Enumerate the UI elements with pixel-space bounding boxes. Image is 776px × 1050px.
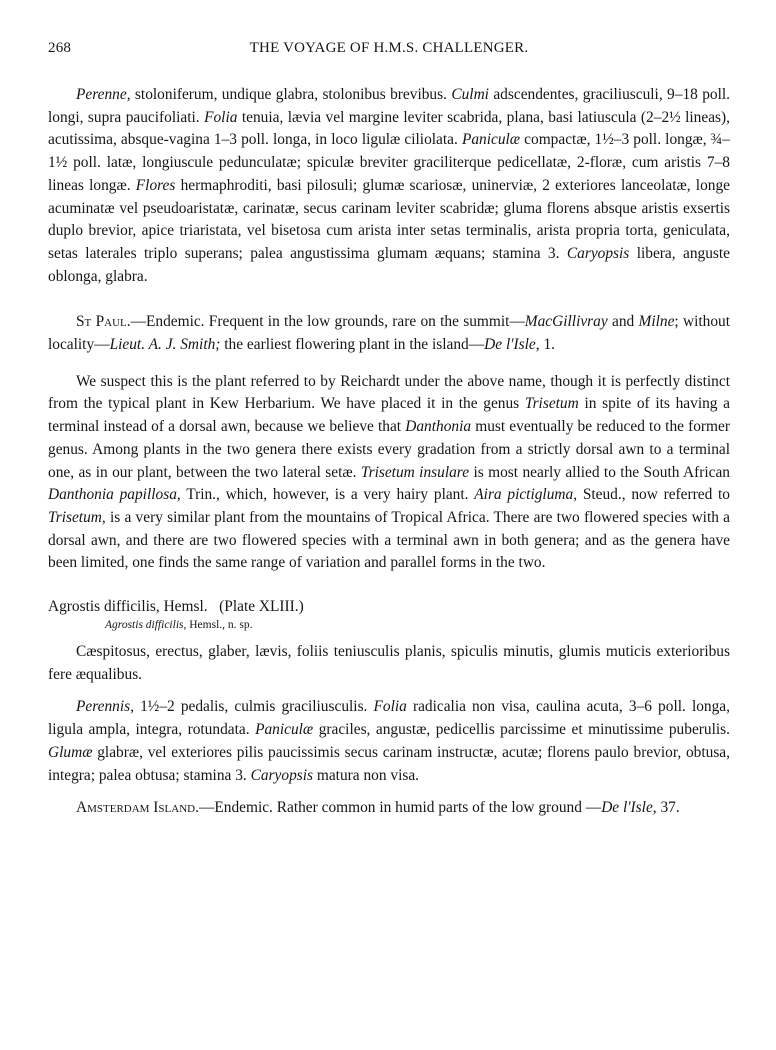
description-text: glabræ, vel exteriores pilis paucissimis secus carinam instructæ, acutæ; florens paulo brevior, obtusa, integra; palea obtusa; stamina 3. [48, 743, 730, 784]
description-paragraph-2 [48, 696, 730, 787]
description-text: radicalia non visa, caulina acuta, 3–6 poll. longa, ligula ampla, integra, rotundata. [48, 698, 730, 739]
term-flores: Flores [135, 176, 176, 194]
locality-text: , 37. [652, 799, 680, 817]
collector-milne: Milne [638, 313, 675, 331]
locality-amsterdam-island [48, 797, 730, 820]
term-paniculae: Paniculæ [255, 721, 314, 739]
description-text: stoloniferum, undique glabra, stolonibus brevibus. [130, 86, 452, 103]
collector-macgillivray: MacGillivray [524, 313, 608, 331]
running-head [48, 40, 730, 62]
description-text: adscendentes, graciliusculi, 9–18 poll. longi, supra paucifoliati. [48, 86, 730, 126]
locality-st-paul [48, 311, 730, 356]
locality-text: .—Endemic. Rather common in humid parts of the low ground — [195, 799, 602, 817]
taxon-name: Aira pictigluma [474, 486, 574, 504]
term-caryopsis: Caryopsis [566, 244, 630, 262]
locality-place: Amsterdam Island [76, 799, 196, 817]
description-text: matura non visa. [313, 766, 420, 784]
journal-title: THE VOYAGE OF H.M.S. CHALLENGER. [249, 40, 529, 56]
term-perennis: Perennis, [76, 698, 134, 716]
species-name: Agrostis difficilis, Hemsl. [48, 598, 208, 616]
collector-de-lisle: De l'Isle [601, 799, 653, 817]
locality-place: St Paul [76, 313, 127, 331]
description-text: hermaphroditi, basi pilosuli; glumæ scariosæ, uninerviæ, 2 exteriores lanceolatæ, longe acuminatæ vel pseudoaristatæ, carinatæ, secus carinam leviter scabridæ; gluma florens absque aristis exsertis duplo brevior, apice triaristata, vel bisetosa cum arista inter setas terminalis, arista propria torta, geniculata, setas laterales triplo superans; palea angustissima glumam æquans; stamina 3. [48, 176, 730, 262]
taxon-name: Trisetum [524, 395, 579, 413]
species-description [48, 84, 730, 288]
locality-text: .—Endemic. Frequent in the low grounds, rare on the summit— [126, 313, 525, 331]
term-caryopsis: Caryopsis [250, 766, 314, 784]
discussion-text: , Steud., now referred to [573, 486, 730, 504]
collector-de-lisle: De l'Isle [484, 336, 536, 354]
term-glumae: Glumæ [48, 743, 93, 761]
species-heading [48, 596, 730, 618]
term-culmi: Culmi [451, 86, 489, 103]
taxon-name: Danthonia [405, 418, 472, 436]
species-reference [105, 618, 730, 633]
term-perenne: Perenne, [76, 86, 131, 103]
discussion-text: must eventually be reduced to the former genus. Among plants in the two genera there exists every gradation from a strictly dorsal awn to a terminal one, as in our plant, between the two lateral setæ. [48, 418, 730, 481]
description-text: 1½–2 pedalis, culmis graciliusculis. [134, 698, 374, 716]
diagnosis-paragraph: Cæspitosus, erectus, glaber, lævis, foliis teniusculis planis, spiculis minutis, glumis muticis exterioribus fere æqualibus. [48, 643, 730, 683]
locality-text: and [607, 313, 639, 331]
description-text: tenuia, lævia vel margine leviter scabrida, plana, basi latiuscula (2–2½ lineas), acutissima, absque-vagina 1–3 poll. longa, in loco ligulæ ciliolata. [48, 108, 730, 149]
discussion-text: , is a very similar plant from the mountains of Tropical Africa. There are two flowered species with a dorsal awn, and there are two flowered species with a terminal awn in both genera; and as the genera have been limited, one finds the same range of variation and parallel forms in the two. [48, 508, 730, 572]
term-paniculae: Paniculæ [461, 131, 521, 149]
term-folia: Folia [373, 698, 407, 716]
locality-text: ; without locality— [48, 313, 730, 354]
description-text: libera, anguste oblonga, glabra. [48, 244, 730, 285]
taxon-name: Trisetum insulare [360, 463, 470, 481]
page-number: 268 [48, 40, 72, 56]
reference-author: Hemsl., n. sp. [186, 619, 253, 632]
discussion-paragraph [48, 371, 730, 575]
description-text: graciles, angustæ, pedicellis parcissime et minutissime puberulis. [313, 721, 730, 739]
discussion-text: is most nearly allied to the South African [469, 463, 730, 481]
discussion-text: in spite of its having a terminal instead of a dorsal awn, because we believe that [48, 395, 731, 436]
description-text: compactæ, 1½–3 poll. longæ, ¾–1½ poll. latæ, longiuscule pedunculatæ; spiculæ breviter graciliterque pedicellatæ, 2-floræ, cum aristis 7–8 lineas longæ. [48, 131, 730, 194]
taxon-name: Danthonia papillosa [48, 486, 177, 504]
reference-name: Agrostis difficilis, [105, 619, 187, 632]
locality-text: , 1. [535, 336, 555, 354]
locality-text: the earliest flowering plant in the island— [220, 336, 485, 354]
collector-smith: Lieut. A. J. Smith; [109, 336, 221, 354]
discussion-text: We suspect this is the plant referred to by Reichardt under the above name, though it is perfectly distinct from the typical plant in Kew Herbarium. We have placed it in the genus [48, 372, 730, 413]
plate-reference: (Plate XLIII.) [219, 598, 304, 616]
taxon-name: Trisetum [48, 508, 102, 526]
discussion-text: , Trin., which, however, is a very hairy plant. [176, 486, 475, 504]
term-folia: Folia [204, 108, 238, 126]
page [48, 40, 730, 820]
